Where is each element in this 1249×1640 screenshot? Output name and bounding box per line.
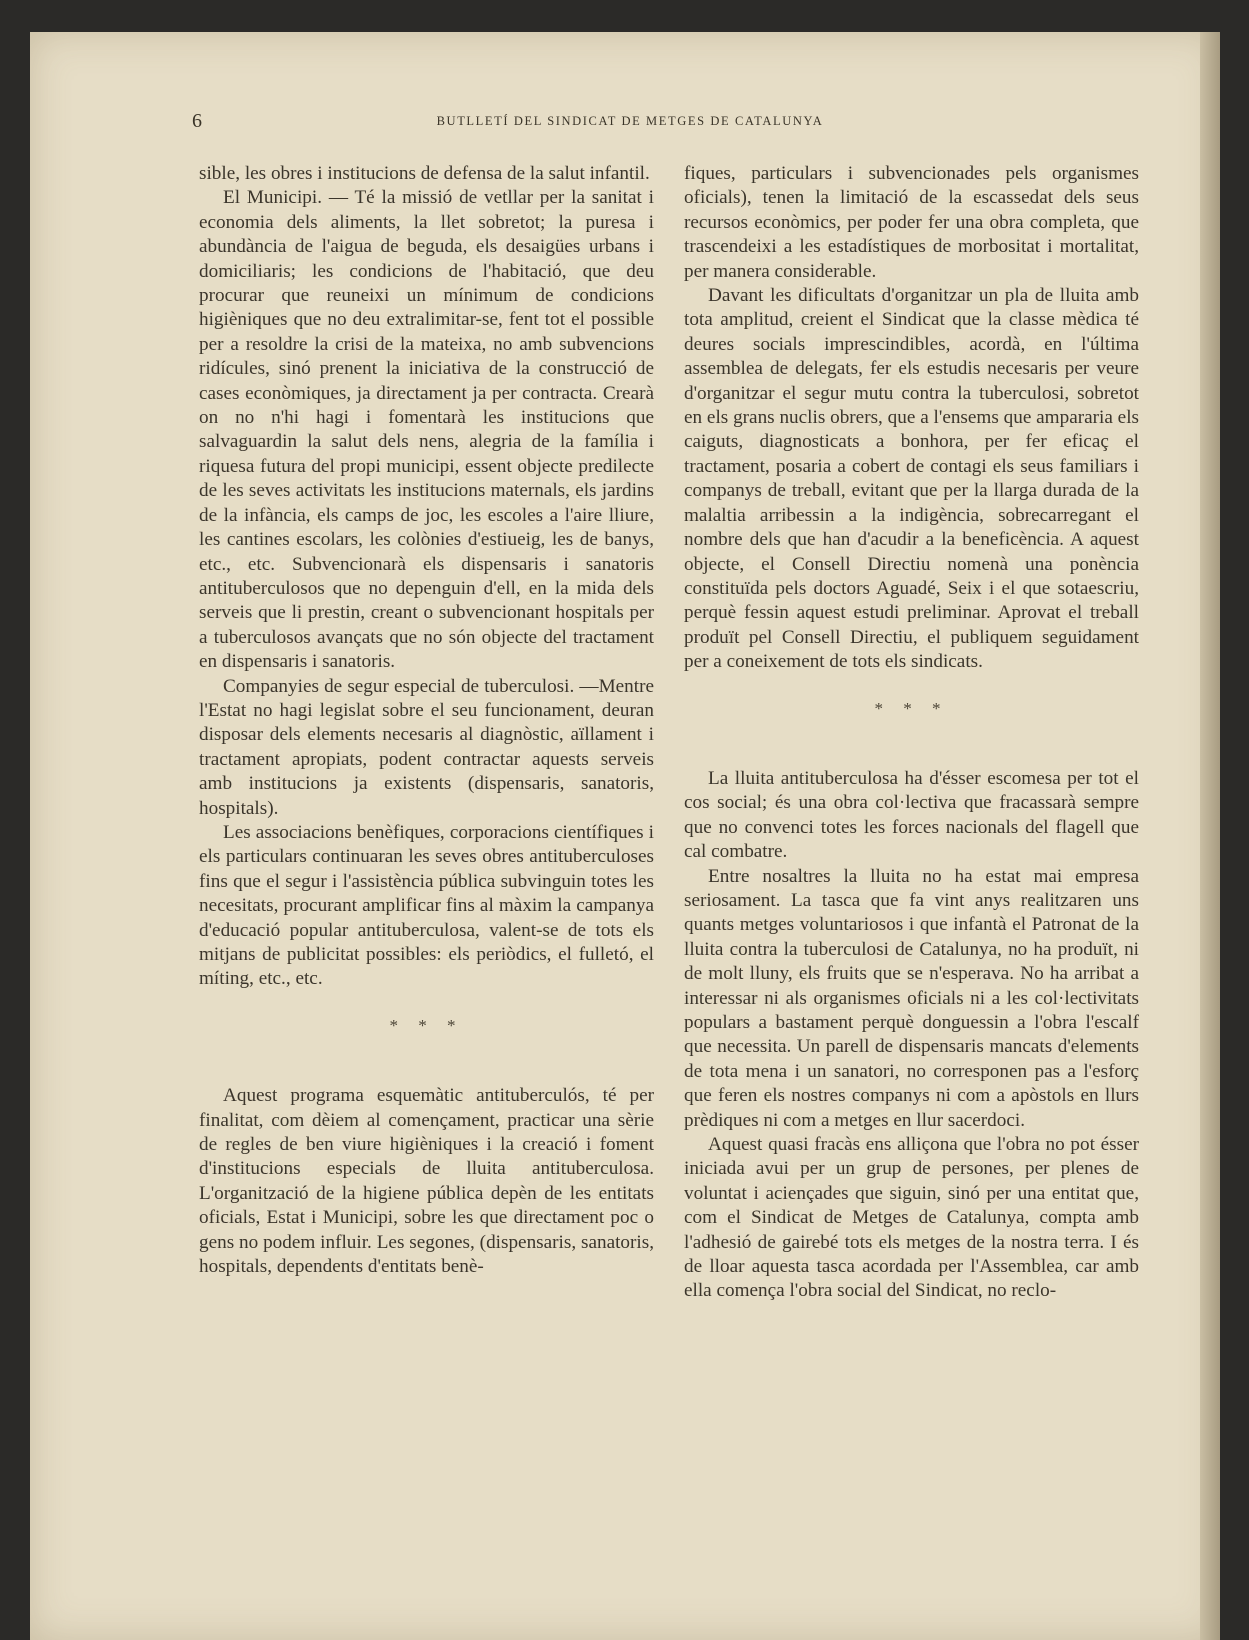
paragraph: sible, les obres i institucions de defensa de la salut infantil. [199, 163, 650, 184]
paragraph: El Municipi. — Té la missió de vetllar per la sanitat i economia dels aliments, la llet sobretot; la puresa i abundància de l'aigua de beguda, els desaigües urbans i domiciliaris; les condicions de l'habitació, que deu procurar que reuneixi un mínimum de condicions higièniques que no deu extralimitar-se, fent tot el possible per a resoldre la crisi de la mateixa, no amb subvencions ridícules, sinó prenent la iniciativa de la construcció de cases econòmiques, ja directament ja per contracta. Crearà on no n'hi hagi i fomentarà les institucions que salvaguardin la salut dels nens, alegria de la família i riquesa futura del propi municipi, essent objecte predilecte de les seves activitats les institucions maternals, els jardins de la infància, els camps de joc, les escoles a l'aire lliure, les cantines escolars, les colònies d'estiueig, les de banys, etc., etc. Subvencionarà els dispensaris i sanatoris antituberculosos que no depenguin d'ell, en la mida dels serveis que li prestin, creant o subvencionant hospitals per a tuberculosos avançats que no són objecte del tractament en dispensaris i sanatoris. [199, 187, 654, 673]
page-header [30, 110, 1220, 134]
paragraph: Les associacions benèfiques, corporacions científiques i els particulars continuaran les seves obres antituberculoses fins que el segur i l'assistència pública subvinguin totes les necesitats, procurant amplificar fins al màxim la campanya d'educació popular antituberculosa, valent-se de tots els mitjans de publicitat possibles: els periòdics, el fulletó, el míting, etc., etc. [199, 821, 654, 990]
paragraph: La lluita antituberculosa ha d'ésser escomesa per tot el cos social; és una obra col·lectiva que fracassarà sempre que no convenci totes les forces nacionals del flagell que cal combatre. [684, 767, 1139, 863]
paragraph: Companyies de segur especial de tuberculosi. —Mentre l'Estat no hagi legislat sobre el seu funcionament, deuran disposar dels elements necesaris al diagnòstic, aïllament i tractament apropiats, podent contractar aquests serveis amb institucions ja existents (dispensaris, sanatoris, hospitals). [199, 675, 654, 819]
section-separator: * * * [389, 1015, 464, 1035]
paragraph: Aquest quasi fracàs ens alliçona que l'obra no pot ésser iniciada avui per un grup de persones, per plenes de voluntat i aciençades que siguin, sinó per una entitat que, com el Sindicat de Metges de Catalunya, compta amb l'adhesió de gairebé tots els metges de la nostra terra. I és de lloar aquesta tasca acordada per l'Assemblea, car amb ella comença l'obra social del Sindicat, no reclo- [684, 1134, 1139, 1302]
page [30, 32, 1220, 1640]
paragraph: Davant les dificultats d'organitzar un pla de lluita amb tota amplitud, creient el Sindicat que la classe mèdica té deures socials imprescindibles, acordà, en l'última assemblea de delegats, fer els estudis necesaris per veure d'organitzar el segur mutu contra la tuberculosi, sobretot en els grans nuclis obrers, que a l'ensems que ampararia els caiguts, diagnosticats a bonhora, per fer eficaç el tractament, posaria a cobert de contagi els seus familiars i companys de treball, evitant que per la llarga durada de la malaltia arribessin a la indigència, sobrecarregant el nombre dels que han d'acudir a la beneficència. A aquest objecte, el Consell Directiu nomenà una ponència constituïda pels doctors Aguadé, Seix i el que sotaescriu, perquè fessin aquest estudi preliminar. Aprovat el treball produït pel Consell Directiu, el publiquem seguidament per a coneixement de tots els sindicats. [684, 285, 1139, 673]
left-column [199, 162, 654, 1279]
right-column [684, 162, 1139, 1304]
paragraph: Entre nosaltres la lluita no ha estat mai empresa seriosament. La tasca que fa vint anys realitzaren uns quants metges voluntariosos i que infantà el Patronat de la lluita contra la tuberculosi de Catalunya, no ha produït, ni de molt lluny, els fruits que se n'esperava. No ha arribat a interessar ni als organismes oficials ni a les col·lectivitats populars a bastament perquè donguessin a l'obra l'escalf que necessita. Un parell de dispensaris mancats d'elements de tota mena i un sanatori, no corresponen pas a l'esforç que feren els nostres companys ni com a apòstols en llurs prèdiques ni com a metges en llur sacerdoci. [684, 865, 1139, 1131]
page-number: 6 [192, 110, 202, 132]
page-spine [1200, 32, 1220, 1640]
section-separator: * * * [874, 698, 949, 718]
paragraph: fiques, particulars i subvencionades pels organismes oficials), tenen la limitació de la escassedat dels seus recursos econòmics, per poder fer una obra completa, que trascendeixi a les estadístiques de morbositat i mortalitat, per manera considerable. [684, 163, 1139, 282]
running-head: BUTLLETÍ DEL SINDICAT DE METGES DE CATALUNYA [436, 114, 824, 128]
paragraph: Aquest programa esquemàtic antituberculós, té per finalitat, com dèiem al començament, practicar una sèrie de regles de ben viure higièniques i la creació i foment d'institucions especials de lluita antituberculosa. L'organització de la higiene pública depèn de les entitats oficials, Estat i Municipi, sobre les que directament poc o gens no podem influir. Les segones, (dispensaris, sanatoris, hospitals, dependents d'entitats benè- [199, 1085, 654, 1278]
